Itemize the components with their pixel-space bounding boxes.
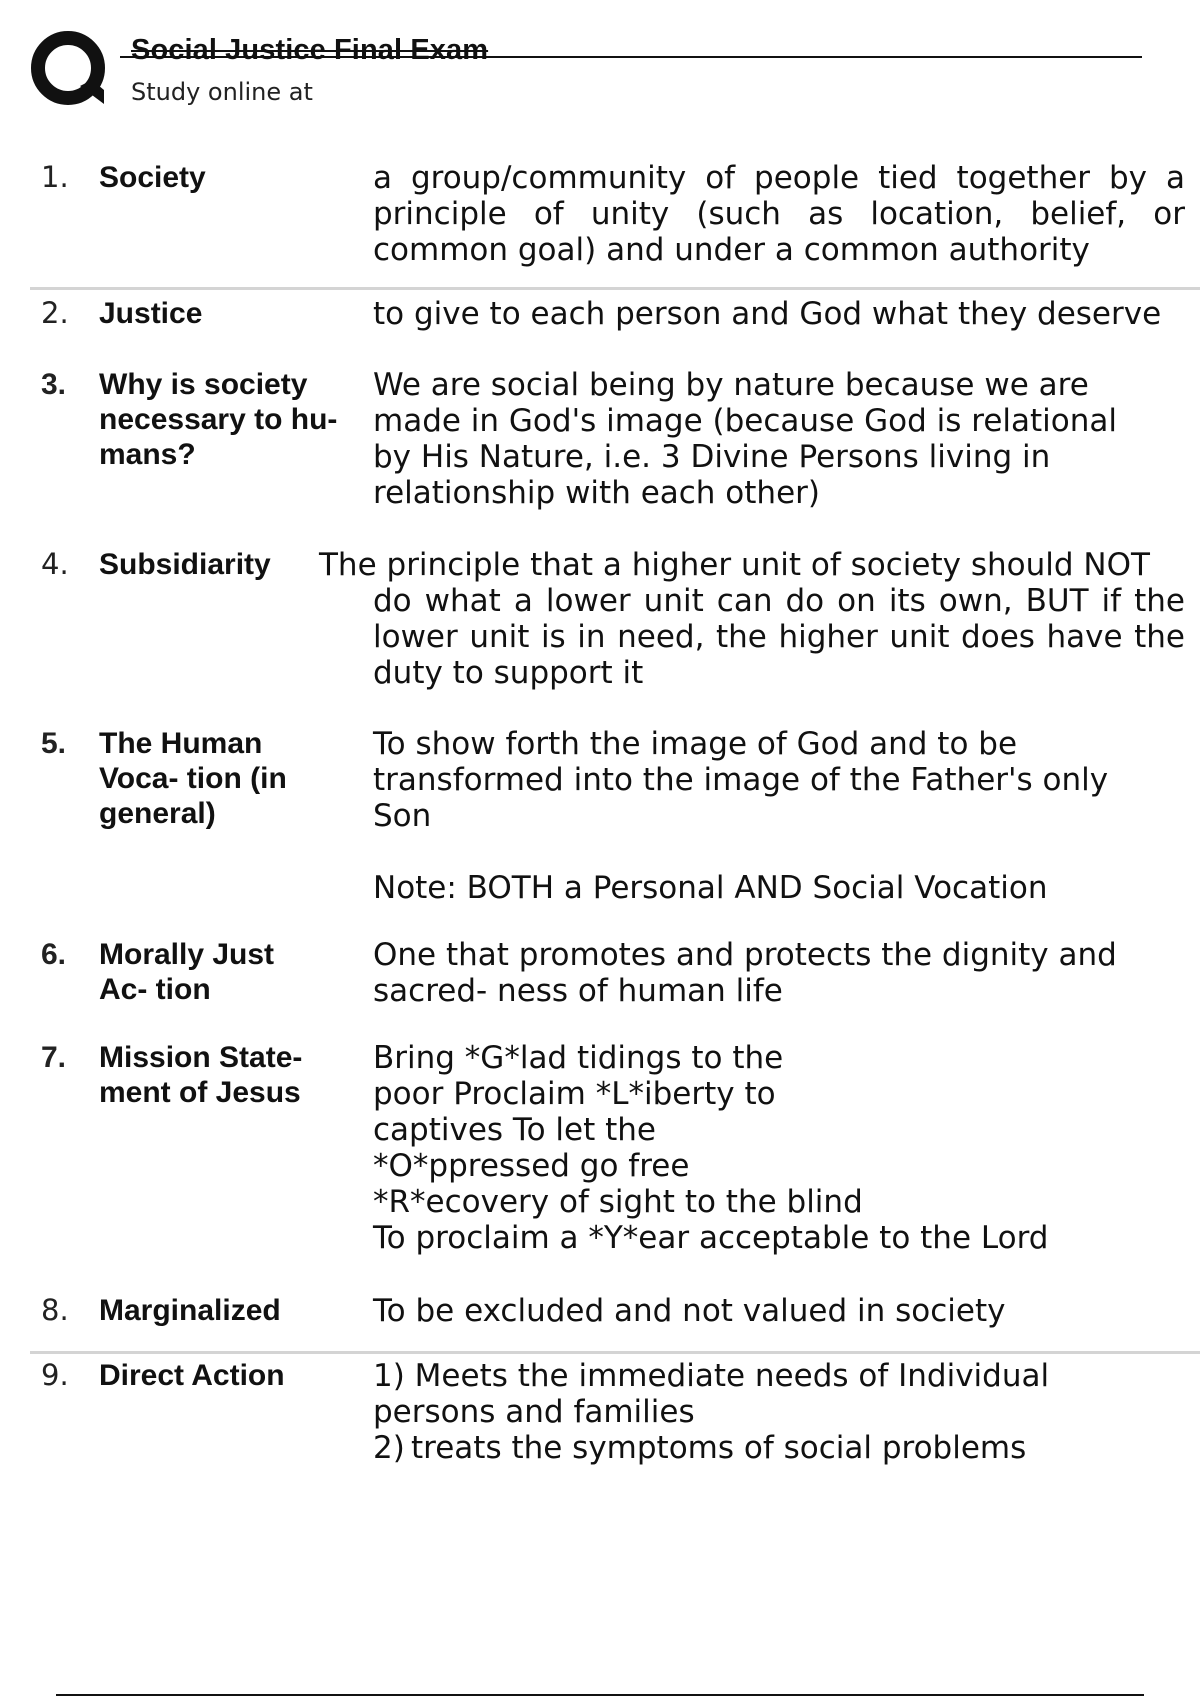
entry-term: Society bbox=[99, 161, 206, 194]
definition-line: 2) treats the symptoms of social problems bbox=[373, 1430, 1027, 1466]
entry-definition: One that promotes and protects the dignity and sacred- ness of human life bbox=[373, 937, 1117, 1009]
entry-term: Direct Action bbox=[99, 1359, 285, 1392]
entry-term: Justice bbox=[99, 297, 203, 330]
entry-number: 5. bbox=[41, 727, 67, 760]
entry-definition bbox=[373, 1040, 1185, 1256]
entry-number: 4. bbox=[41, 547, 69, 581]
definition-line: *O*ppressed go free bbox=[373, 1148, 690, 1184]
document-title: Social Justice Final Exam bbox=[131, 34, 489, 66]
entry-number: 7. bbox=[41, 1041, 67, 1074]
definition-line: 1) Meets the immediate needs of Individual bbox=[373, 1358, 1050, 1394]
entry-number: 3. bbox=[41, 368, 67, 401]
definition-line: To proclaim a *Y*ear acceptable to the Lord bbox=[373, 1220, 1049, 1256]
entry-term: Subsidiarity bbox=[99, 548, 271, 581]
divider bbox=[30, 287, 1200, 290]
entry-term: Why is society necessary to hu- mans? bbox=[99, 368, 338, 471]
entry-term: Mission State- ment of Jesus bbox=[99, 1041, 303, 1109]
entry-definition: To be excluded and not valued in society bbox=[373, 1293, 1006, 1329]
entry-definition: do what a lower unit can do on its own, BUT if the lower unit is in need, the higher unit does have the duty to support it bbox=[373, 583, 1185, 691]
definition-line: *R*ecovery of sight to the blind bbox=[373, 1184, 863, 1220]
entry-definition: We are social being by nature because we are made in God's image (because God is relational by His Nature, i.e. 3 Divine Persons living in relationship with each other) bbox=[373, 367, 1117, 511]
definition-line: captives To let the bbox=[373, 1112, 656, 1148]
definition-line: Bring *G*lad tidings to the bbox=[373, 1040, 784, 1076]
definition-line: poor Proclaim *L*iberty to bbox=[373, 1076, 776, 1112]
entry-definition: a group/community of people tied together by a principle of unity (such as location, belief, or common goal) and under a common authority bbox=[373, 160, 1185, 268]
quizlet-logo-icon bbox=[30, 30, 110, 110]
entry-definition bbox=[373, 1358, 1185, 1466]
entry-definition: to give to each person and God what they deserve bbox=[373, 296, 1162, 332]
entry-definition-first-line: The principle that a higher unit of society should NOT bbox=[319, 547, 1150, 583]
entry-definition: To show forth the image of God and to be transformed into the image of the Father's only Son bbox=[373, 726, 1109, 834]
footer-rule bbox=[56, 1694, 1144, 1696]
entry-number: 1. bbox=[41, 160, 69, 194]
entry-number: 9. bbox=[41, 1358, 69, 1392]
study-online-text: Study online at bbox=[131, 78, 313, 106]
divider bbox=[30, 1351, 1200, 1354]
entry-term: The Human Voca- tion (in general) bbox=[99, 727, 287, 830]
entry-number: 6. bbox=[41, 938, 67, 971]
entry-number: 2. bbox=[41, 296, 69, 330]
entry-number: 8. bbox=[41, 1293, 69, 1327]
entry-note: Note: BOTH a Personal AND Social Vocation bbox=[373, 870, 1048, 906]
definition-line: persons and families bbox=[373, 1394, 695, 1430]
entry-term: Morally Just Ac- tion bbox=[99, 938, 275, 1006]
entry-term: Marginalized bbox=[99, 1294, 281, 1327]
